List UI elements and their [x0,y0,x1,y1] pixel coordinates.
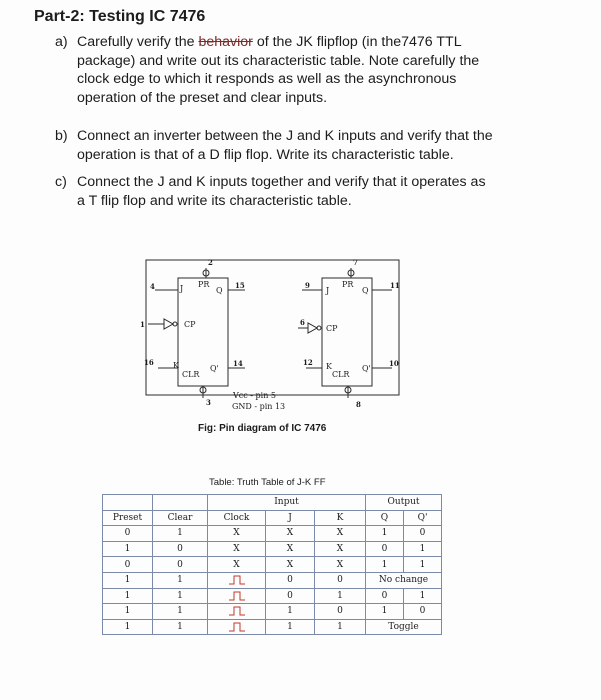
ff2-j-label: J [326,286,330,295]
table-cell: X [315,526,366,542]
column-header: Preset [103,510,153,526]
task-c-label: c) [55,174,67,190]
table-row [103,526,442,542]
column-header: Clear [153,510,208,526]
table-cell: X [315,541,366,557]
input-group-header: Input [208,495,366,511]
pin-9: 9 [305,281,310,290]
table-cell: X [315,557,366,573]
ic-7476-pin-diagram [130,250,420,435]
table-row [103,572,442,588]
pin-10: 10 [389,359,399,368]
task-b-line-2: operation is that of a D flip flop. Write its characteristic table. [77,146,454,163]
table-cell: Toggle [366,619,442,635]
table-cell: 0 [266,588,315,604]
task-a [55,33,575,107]
table-cell: 0 [315,572,366,588]
task-a-misspelled-word: behavior [198,34,253,50]
table-cell: 0 [153,557,208,573]
pin-16: 16 [144,358,154,367]
table-cell: X [266,526,315,542]
table-cell: 0 [404,526,442,542]
table-cell: 1 [153,572,208,588]
column-header: Q' [404,510,442,526]
table-cell: 1 [103,588,153,604]
table-cell: 0 [266,572,315,588]
table-cell: 1 [153,604,208,620]
table-cell: 1 [404,557,442,573]
page-title: Part-2: Testing IC 7476 [34,8,206,25]
ff1-qbar-label: Q' [210,364,219,373]
ff2-pr-label: PR [342,280,354,289]
table-cell: 1 [103,572,153,588]
ff1-j-label: J [180,284,184,293]
table-cell: 1 [366,526,404,542]
task-c-line-1: Connect the J and K inputs together and verify that it operates as [77,174,486,190]
task-c-line-2: a T flip flop and write its characteristic table. [77,192,352,209]
table-row [103,588,442,604]
output-group-header: Output [366,495,442,511]
clock-edge-icon [208,604,266,620]
table-cell: 1 [153,588,208,604]
table-cell: 1 [366,557,404,573]
pin-8: 8 [356,400,361,409]
task-a-text [55,33,575,107]
pin-6: 6 [300,318,305,327]
clock-edge-icon [208,619,266,635]
task-a-line-1b: of the JK flipflop (in the7476 TTL [252,34,462,50]
table-cell: 1 [103,604,153,620]
table-row [103,541,442,557]
task-a-line-4: operation of the preset and clear inputs. [77,89,328,106]
pin-3: 3 [206,398,211,407]
diagram-caption: Fig: Pin diagram of IC 7476 [198,423,327,434]
table-row [103,604,442,620]
table-row [103,557,442,573]
table-cell: X [208,557,266,573]
pin-4: 4 [150,282,155,291]
table-cell: X [208,526,266,542]
table-cell: 0 [366,541,404,557]
ff1-pr-label: PR [198,280,210,289]
ff1-k-label: K [173,361,179,370]
pin-7: 7 [353,258,358,267]
table-header-row [103,510,442,526]
table-cell: 1 [266,619,315,635]
table-cell: 1 [153,619,208,635]
task-a-line-3: clock edge to which it responds as well as the asynchronous [77,71,457,87]
column-header: Clock [208,510,266,526]
table-cell: No change [366,572,442,588]
table-cell: 0 [404,604,442,620]
ff1-q-label: Q [216,286,223,295]
table-cell: X [266,557,315,573]
column-header: J [266,510,315,526]
gnd-note: GND - pin 13 [232,402,286,411]
table-cell: 1 [103,619,153,635]
task-c [55,173,575,210]
table-group-header-row [103,495,442,511]
table-cell: 1 [366,604,404,620]
table-cell: 1 [404,588,442,604]
ff1-cp-label: CP [184,320,196,329]
task-b-label: b) [55,128,68,144]
task-a-line-1a: Carefully verify the [77,34,199,50]
ff1-clr-label: CLR [182,370,200,379]
column-header: K [315,510,366,526]
table-cell: 1 [266,604,315,620]
vcc-note: Vcc - pin 5 [233,391,276,400]
task-a-label: a) [55,34,68,50]
pin-1: 1 [140,320,145,329]
table-cell: 0 [315,604,366,620]
pin-12: 12 [303,358,313,367]
table-cell: 1 [315,619,366,635]
ff2-cp-label: CP [326,324,338,333]
ff2-k-label: K [326,362,332,371]
task-b-text [55,127,575,164]
pin-11: 11 [390,281,400,290]
column-header: Q [366,510,404,526]
table-cell: 0 [366,588,404,604]
pin-15: 15 [235,281,245,290]
task-b-line-1: Connect an inverter between the J and K inputs and verify that the [77,128,493,144]
table-cell: X [266,541,315,557]
task-a-line-2: package) and write out its characteristic table. Note carefully the [77,52,480,69]
table-cell: 0 [153,541,208,557]
truth-table [102,494,442,635]
task-c-text [55,173,575,210]
clock-edge-icon [208,588,266,604]
table-cell: 1 [103,541,153,557]
task-b [55,127,575,164]
table-title: Table: Truth Table of J-K FF [209,477,326,488]
table-cell: 1 [404,541,442,557]
table-cell: X [208,541,266,557]
table-cell: 0 [103,526,153,542]
pin-2: 2 [208,258,213,267]
truth-table-body [103,526,442,635]
clock-edge-icon [208,572,266,588]
ff2-qbar-label: Q' [362,364,371,373]
table-row [103,619,442,635]
pin-14: 14 [233,359,243,368]
table-cell: 1 [153,526,208,542]
table-cell: 1 [315,588,366,604]
ff2-q-label: Q [362,286,369,295]
ff2-clr-label: CLR [332,370,350,379]
table-cell: 0 [103,557,153,573]
